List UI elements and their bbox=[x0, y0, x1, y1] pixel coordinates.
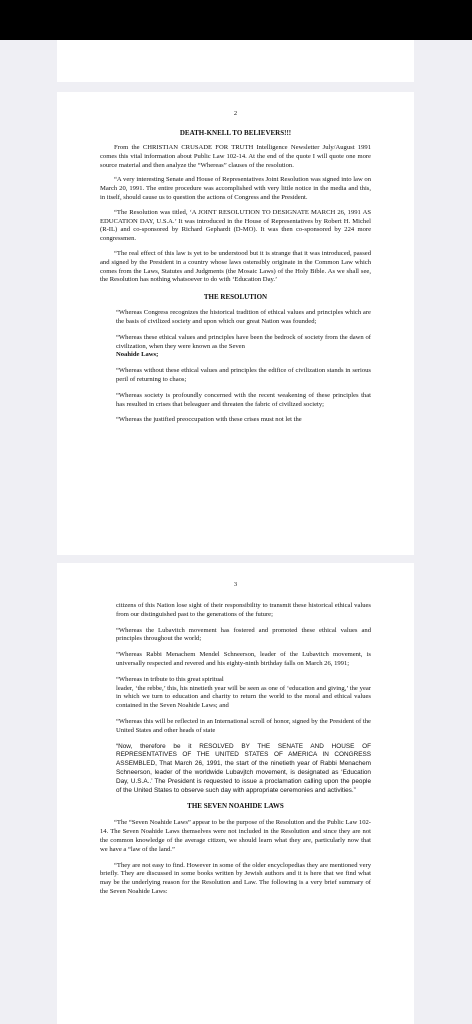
whereas-clause: “Whereas these ethical values and principles have been the bedrock of society from the dawn of civilization, when they were known as the Seven bbox=[116, 333, 371, 350]
page-3-content bbox=[100, 581, 371, 897]
paragraph: “A very interesting Senate and House of Representatives Joint Resolution was signed into law on March 20, 1991. The entire procedure was accomplished with very little notice in the media and this, in itself, should cause us to question the actions of Congress and the President. bbox=[100, 176, 371, 201]
whereas-clause: “Whereas without these ethical values and principles the edifice of civilization stands in serious peril of returning to chaos; bbox=[116, 367, 371, 383]
page-number: 2 bbox=[233, 110, 238, 117]
whereas-clause: “Whereas Congress recognizes the historical tradition of ethical values and principles which are the basis of civilized society and upon which our great Nation was founded; bbox=[116, 309, 371, 325]
whereas-clause-continued: Noahide Laws; bbox=[116, 351, 159, 359]
whereas-clause-continued: leader, ‘the rebbe,’ this, his ninetieth year will be seen as one of ‘education and giving,’ the year in which we turn to education and charity to return the world to the moral and ethical values contained in the Seven Noahide Laws; and bbox=[116, 684, 371, 710]
whereas-clause: “Whereas Rabbi Menachem Mendel Schneerson, leader of the Lubavitch movement, is universally respected and revered and his eighty-ninth birthday falls on March 26, 1991; bbox=[116, 651, 371, 667]
whereas-clause: “Whereas society is profoundly concerned with the recent weakening of these principles that has resulted in crises that beleaguer and threaten the fabric of civilized society; bbox=[116, 391, 371, 408]
status-bar bbox=[0, 0, 472, 40]
page-1-fragment bbox=[57, 40, 414, 82]
paragraph: “The “Seven Noahide Laws” appear to be the purpose of the Resolution and the Public Law 102-14. The Seven Noahide Laws themselves were not included in the Resolution and since they are not the common knowledge of the average citizen, we should learn what they are, particularly now that we have a “law of the land.” bbox=[100, 819, 371, 853]
paragraph: “They are not easy to find. However in some of the older encyclopedias they are mentioned very briefly. They are discussed in some books written by Jewish authors and it is here that we find what may be the underlying reason for the Resolution and Law. The following is a very brief summary of the Seven Noahide Laws: bbox=[100, 861, 371, 895]
paragraph: From the CHRISTIAN CRUSADE FOR TRUTH Intelligence Newsletter July/August 1991 comes this vital information about Public Law 102-14. At the end of the quote I will quote one more source material and then analyze the “Whereas” clauses of the resolution. bbox=[100, 144, 371, 169]
paragraph: “The real effect of this law is yet to be understood but it is strange that it was introduced, passed and signed by the President in a country whose laws ostensibly originate in the Common Law which comes from the Laws, Statutes and Judgments (the Mosaic Laws) of the Holy Bible. As we shall see, the Resolution has nothing whatsoever to do with ‘Education Day.’ bbox=[100, 249, 371, 284]
section-heading: THE RESOLUTION bbox=[203, 293, 268, 302]
whereas-clause-continued: citizens of this Nation lose sight of their responsibility to transmit these historical ethical values from our distinguished past to the generations of the future; bbox=[116, 602, 371, 618]
resolution-clause: “Now, therefore be it RESOLVED BY THE SENATE AND HOUSE OF REPRESENTATIVES OF THE UNITED STATES OF AMERICA IN CONGRESS ASSEMBLED, That March 26, 1991, the start of the ninetieth year of Rabbi Menachem Schneerson, leader of the worldwide Lubavjtch movement, is designated as ‘Education Day, U.S.A..’ The President is requested to issue a proclamation calling upon the people of the United States to observe such day with appropriate ceremonies and activities.” bbox=[116, 742, 371, 794]
whereas-clause: “Whereas in tribute to this great spiritual bbox=[116, 675, 224, 683]
page-2-content bbox=[100, 110, 371, 425]
document-page-2 bbox=[57, 92, 414, 555]
page-number: 3 bbox=[233, 581, 238, 588]
whereas-clause: “Whereas this will be reflected in an International scroll of honor, signed by the President of the United States and other heads of state bbox=[116, 717, 371, 734]
document-title: DEATH-KNELL TO BELIEVERS!!! bbox=[179, 129, 292, 137]
whereas-clause: “Whereas the Lubavitch movement has fostered and promoted these ethical values and principles throughout the world; bbox=[116, 626, 371, 643]
section-heading: THE SEVEN NOAHIDE LAWS bbox=[187, 802, 284, 811]
whereas-clause: “Whereas the justified preoccupation with these crises must not let the bbox=[116, 416, 302, 424]
document-page-3 bbox=[57, 563, 414, 1024]
paragraph: “The Resolution was titled, ‘A JOINT RESOLUTION TO DESIGNATE MARCH 26, 1991 AS EDUCATION DAY, U.S.A.’ It was introduced in the House of Representatives by Robert H. Michel (R-IL) and co-sponsored by Richard Gephardt (D-MO). It was then co-sponsored by 224 more congressmen. bbox=[100, 208, 371, 243]
